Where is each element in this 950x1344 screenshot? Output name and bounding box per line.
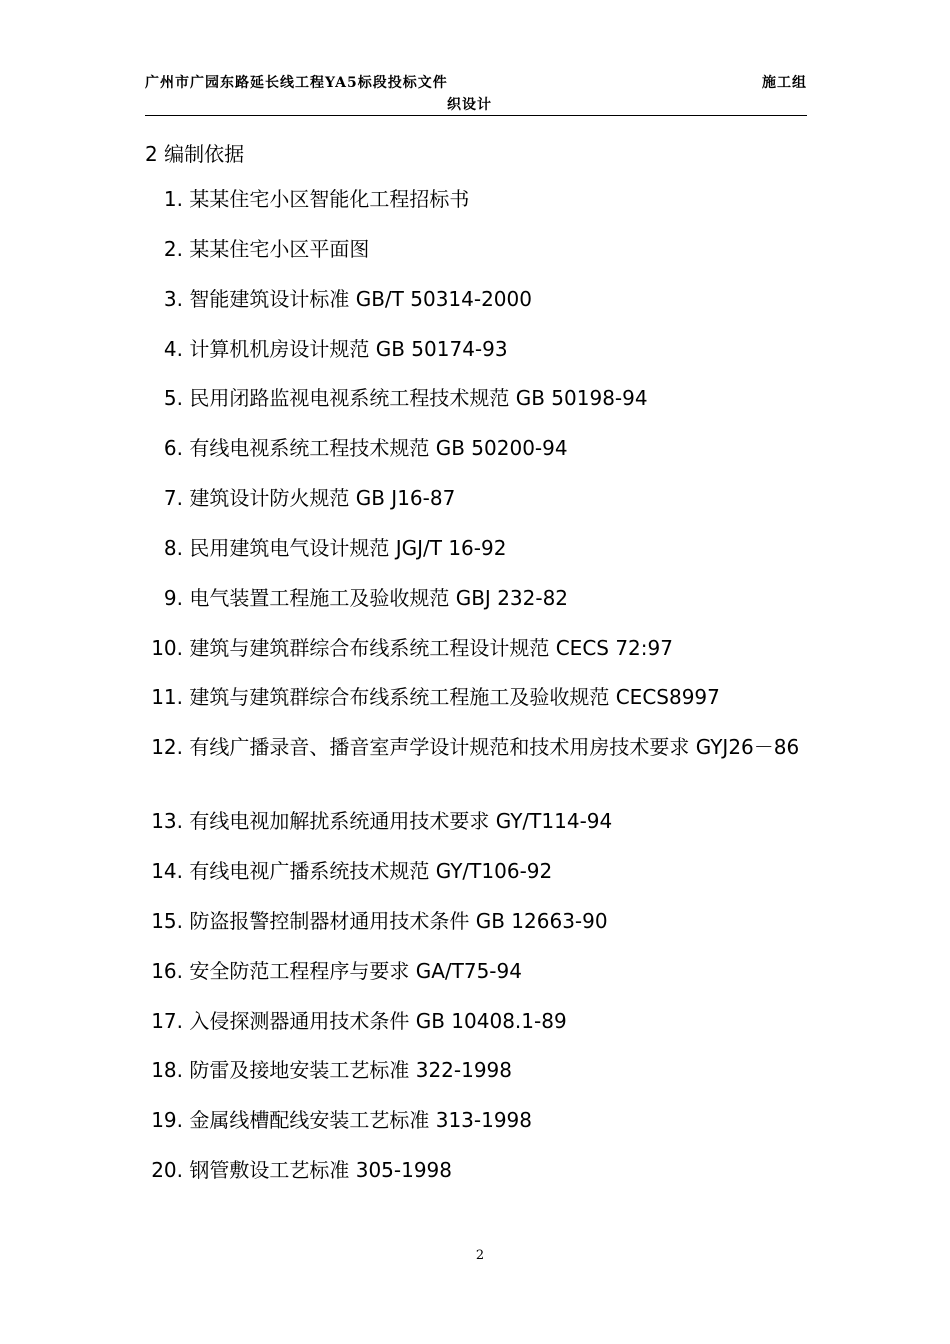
page-header <box>145 70 807 116</box>
list-item-number: 12. <box>151 735 183 759</box>
list-item <box>145 1003 810 1039</box>
header-title: 广州市广园东路延长线工程YA5标段投标文件 <box>145 75 448 91</box>
list-item-number: 13. <box>151 809 183 833</box>
section-title: 2 编制依据 <box>145 142 245 166</box>
list-item-text: 电气装置工程施工及验收规范 GBJ 232-82 <box>189 586 569 610</box>
list-item <box>145 729 810 765</box>
list-item <box>145 1102 810 1138</box>
list-item <box>145 530 810 566</box>
list-item-number: 18. <box>151 1058 183 1082</box>
list-item <box>145 231 810 267</box>
list-item-text: 防雷及接地安装工艺标准 322-1998 <box>189 1058 513 1082</box>
list-item-number: 10. <box>151 636 183 660</box>
list-item-number: 16. <box>151 959 183 983</box>
list-item-number: 7. <box>163 486 183 510</box>
list-item <box>145 679 810 715</box>
list-item-text: 有线电视广播系统技术规范 GY/T106-92 <box>189 859 553 883</box>
header-right-text: 施工组 <box>762 75 807 91</box>
list-item-number: 1. <box>163 187 183 211</box>
list-item-number: 11. <box>151 685 183 709</box>
list-item <box>145 1052 810 1088</box>
list-item-number: 15. <box>151 909 183 933</box>
list-item-text: 金属线槽配线安装工艺标准 313-1998 <box>189 1108 533 1132</box>
list-item-text: 某某住宅小区平面图 <box>189 237 370 261</box>
list-item-text: 有线电视加解扰系统通用技术要求 GY/T114-94 <box>189 809 613 833</box>
list-item-text: 计算机机房设计规范 GB 50174-93 <box>189 337 508 361</box>
list-item-number: 8. <box>163 536 183 560</box>
list-item <box>145 853 810 889</box>
list-item <box>145 181 810 217</box>
list-item-text: 民用建筑电气设计规范 JGJ/T 16-92 <box>189 536 507 560</box>
page-number: 2 <box>475 1248 485 1263</box>
list-item-text: 钢管敷设工艺标准 305-1998 <box>189 1158 453 1182</box>
list-item <box>145 903 810 939</box>
list-item-number: 6. <box>163 436 183 460</box>
header-subtitle: 织设计 <box>447 97 492 113</box>
list-item-number: 19. <box>151 1108 183 1132</box>
list-item <box>145 580 810 616</box>
list-item-number: 17. <box>151 1009 183 1033</box>
list-item <box>145 803 810 839</box>
list-item-number: 3. <box>163 287 183 311</box>
list-item-number: 20. <box>151 1158 183 1182</box>
list-item <box>145 430 810 466</box>
list-item-text: 智能建筑设计标准 GB/T 50314-2000 <box>189 287 532 311</box>
list-item-number: 14. <box>151 859 183 883</box>
list-item-text: 安全防范工程程序与要求 GA/T75-94 <box>189 959 522 983</box>
list-item-text: 入侵探测器通用技术条件 GB 10408.1-89 <box>189 1009 567 1033</box>
list-item-text: 某某住宅小区智能化工程招标书 <box>189 187 470 211</box>
list-item-text: 建筑设计防火规范 GB J16-87 <box>189 486 456 510</box>
list-item-number: 2. <box>163 237 183 261</box>
list-item-text: 防盗报警控制器材通用技术条件 GB 12663-90 <box>189 909 608 933</box>
list-item <box>145 1152 810 1188</box>
list-item <box>145 480 810 516</box>
list-item <box>145 331 810 367</box>
list-item-text: 民用闭路监视电视系统工程技术规范 GB 50198-94 <box>189 386 648 410</box>
list-item-number: 4. <box>163 337 183 361</box>
list-item <box>145 281 810 317</box>
list-item-number: 9. <box>163 586 183 610</box>
list-item <box>145 380 810 416</box>
list-item-text: 建筑与建筑群综合布线系统工程施工及验收规范 CECS8997 <box>189 685 720 709</box>
list-item-text: 有线广播录音、播音室声学设计规范和技术用房技术要求 GYJ26－86 <box>189 735 800 759</box>
list-item-text: 建筑与建筑群综合布线系统工程设计规范 CECS 72:97 <box>189 636 673 660</box>
list-item <box>145 953 810 989</box>
list-item-number: 5. <box>163 386 183 410</box>
list-item <box>145 630 810 666</box>
list-item-text: 有线电视系统工程技术规范 GB 50200-94 <box>189 436 568 460</box>
